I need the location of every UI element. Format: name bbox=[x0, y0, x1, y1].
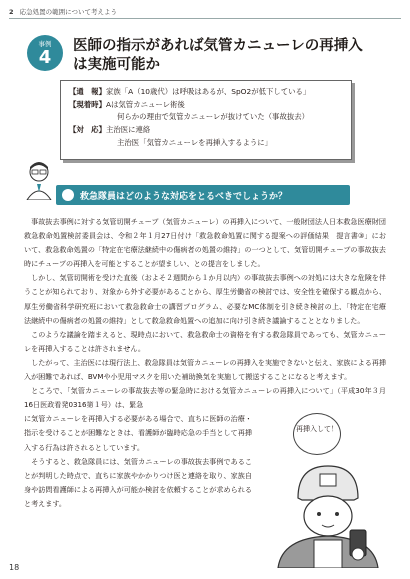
body-paragraph-3: このような議論を踏まえると、現時点において、救急救命士の資格を有する救急隊員であっても、気管カニューレを再挿入することは許されません。 bbox=[24, 329, 386, 353]
page-header bbox=[9, 7, 117, 16]
section-number: 2 bbox=[9, 8, 14, 16]
paramedic-illustration-icon bbox=[258, 450, 388, 568]
body-paragraph-4: したがって、主治医には現行法上、救急隊員は気管カニューレの再挿入を実施できないと伝え、家族による再挿入が困難であれば、BVMや小児用マスクを用いた補助換気を実施して搬送することになると考えます。 bbox=[24, 357, 386, 382]
speech-bubble-text: 再挿入して！ bbox=[296, 425, 338, 433]
question-bullet-icon bbox=[62, 189, 74, 201]
section-title: 応急処置の範囲について考えよう bbox=[19, 8, 117, 16]
body-paragraph-6: そうすると、救急隊員には、気管カニューレの事故抜去事例であることが判明した時点で、直ちに家族やかかりつけ医と連絡を取り、家族自身や訪問看護師による再挿入が可能か検討を依頼することが求められると考えます。 bbox=[24, 456, 252, 508]
body-paragraph-5b: に気管カニューレを再挿入する必要がある場合で、直ちに医師の治療・指示を受けることが困難なときは、看護師が臨時応急の手当として再挿入する行為は許されるとしています。 bbox=[24, 414, 252, 452]
scenario-text-arrival: Aは気管カニューレ術後 bbox=[105, 100, 185, 109]
page-number: 18 bbox=[9, 563, 20, 572]
case-title-line1: 医師の指示があれば気管カニューレの再挿入 bbox=[73, 38, 363, 54]
speech-bubble bbox=[293, 413, 341, 455]
header-rule bbox=[9, 18, 401, 19]
scenario-text-response: 主治医に連絡 bbox=[105, 125, 151, 134]
scenario-row-arrival bbox=[69, 99, 185, 110]
scenario-tag-arrival: 【現着時】 bbox=[69, 100, 106, 109]
case-title bbox=[73, 37, 393, 75]
case-badge bbox=[27, 35, 63, 71]
scenario-row-report bbox=[69, 86, 310, 97]
scenario-text-response-2: 主治医「気管カニューレを再挿入するように」 bbox=[117, 138, 273, 147]
doctor-illustration-icon bbox=[24, 160, 54, 200]
case-badge-number: 4 bbox=[38, 47, 52, 68]
case-title-line2: は実施可能か bbox=[73, 57, 160, 73]
body-paragraph-1: 事故抜去事例に対する気管切開チューブ（気管カニューレ）の再挿入について、一般財団法人日本救急医療財団救急救命処置検討委員会は、令和２年１月27日付け「救急救命処置に関する提案への評価結果 提言書③」において、救急救命処置の「特定在宅療法継続中の傷病者の処置の維持」の一つとして、気管切開チューブの事故抜去時にチューブの再挿入を可能とすることが望ましい、との提言をしました。 bbox=[24, 217, 386, 269]
case-badge-label: 事例 bbox=[38, 40, 52, 48]
body-paragraph-5a: ところで、「気管カニューレの事故抜去等の緊急時における気管カニューレの再挿入について」（平成30年３月16日医政看発0316第１号）は、緊急 bbox=[24, 386, 386, 410]
question-bar bbox=[56, 185, 350, 205]
scenario-tag-report: 【通 報】 bbox=[69, 87, 106, 96]
scenario-row-response bbox=[69, 124, 150, 135]
body-paragraph-2: しかし、気管切開術を受けた直後（およそ２週間から１か月以内）の事故抜去事例への対処には大きな危険を伴うことが知られており、対象から外す必要があることから、厚生労働省の検討では、安全性を確保する観点から、厚生労働省科学研究班において救急救命士の講習プログラム、必要なMC体制を引き続き検討の上、「特定在宅療法継続中の傷病者の処置の維持」として救急救命処置への追加に向け引き続き議論することとなりました。 bbox=[24, 273, 386, 325]
scenario-text-arrival-2: 何らかの理由で気管カニューレが抜けていた（事故抜去） bbox=[117, 112, 310, 121]
question-text: 救急隊員はどのような対応をとるべきでしょうか？ bbox=[80, 192, 288, 202]
scenario-box bbox=[60, 80, 352, 160]
scenario-text-report: 家族「A（10歳代）は呼吸はあるが、SpO2が低下している」 bbox=[105, 87, 311, 96]
scenario-tag-response: 【対 応】 bbox=[69, 125, 106, 134]
